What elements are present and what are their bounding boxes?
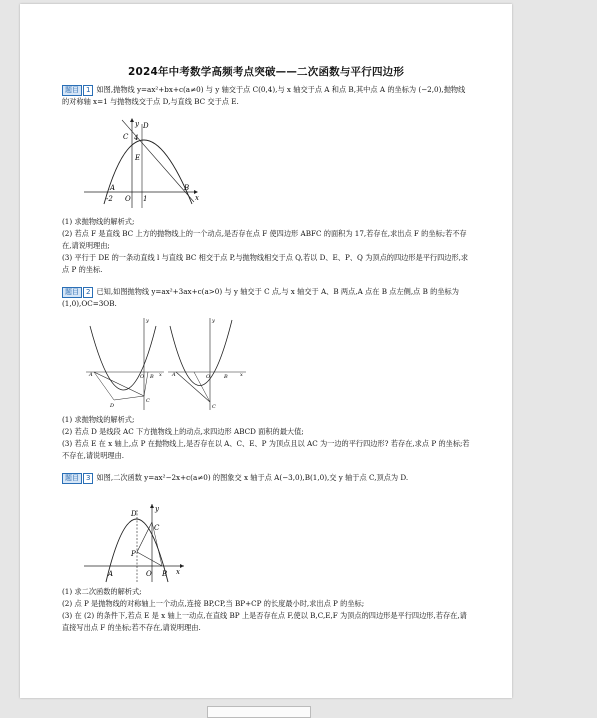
label-B: B	[224, 374, 228, 380]
question-2-part-2: (2) 若点 D 是线段 AC 下方抛物线上的动点,求四边形 ABCD 面积的最大值;	[62, 427, 304, 436]
label-D: D	[110, 403, 115, 409]
question-number: 3	[83, 473, 93, 484]
label-y: y	[135, 120, 139, 128]
label-D: D	[143, 122, 149, 130]
label-y: y	[155, 505, 159, 513]
label-O: O	[125, 195, 131, 203]
label-A: A	[172, 372, 176, 378]
label-O: O	[140, 374, 145, 380]
question-1-part-1: (1) 求抛物线的解析式;	[62, 217, 135, 226]
label-C: C	[123, 133, 129, 141]
question-2-parts	[62, 414, 472, 462]
question-2-text: 已知,如图抛物线 y=ax²+3ax+c(a>0) 与 y 轴交于 C 点,与 x 轴交于 A、B 两点,A 点在 B 点左侧,点 B 的坐标为 (1,0),OC=3OB.	[62, 287, 459, 308]
question-2-part-1: (1) 求抛物线的解析式;	[62, 415, 135, 424]
page-navigation-box[interactable]	[207, 706, 311, 718]
question-3-part-3: (3) 在 (2) 的条件下,若点 E 是 x 轴上一动点,在直线 BP 上是否存在点 F,使以 B,C,E,F 为顶点的四边形是平行四边形,若存在,请直接写出点 F 的坐标;若不存在,请说明理由.	[62, 611, 467, 632]
question-3-part-2: (2) 点 P 是抛物线的对称轴上一个动点,连接 BP,CP,当 BP+CP 的长度最小时,求出点 P 的坐标;	[62, 599, 365, 608]
question-badge: 题目	[62, 287, 82, 298]
label-O: O	[206, 374, 211, 380]
label-D: D	[131, 510, 137, 518]
label-A: A	[89, 372, 93, 378]
question-number: 2	[83, 287, 93, 298]
document-page	[20, 4, 512, 698]
label-A: A	[110, 184, 116, 192]
label-O: O	[146, 570, 152, 578]
question-badge: 题目	[62, 85, 82, 96]
label-x: x	[176, 568, 180, 576]
label-x: x	[159, 372, 162, 378]
label-x: x	[240, 372, 243, 378]
question-1-part-2: (2) 若点 F 是直线 BC 上方的抛物线上的一个动点,是否存在点 F 使四边形 ABFC 的面积为 17,若存在,求出点 F 的坐标;若不存在,请说明理由;	[62, 229, 467, 250]
question-1-parts	[62, 216, 472, 276]
label-B: B	[162, 570, 168, 578]
label-y: y	[146, 318, 149, 324]
label-neg2: -2	[106, 195, 113, 203]
question-2-stem	[62, 286, 472, 310]
question-3-figure	[82, 502, 186, 584]
label-C: C	[154, 524, 160, 532]
question-3-part-1: (1) 求二次函数的解析式;	[62, 587, 142, 596]
label-C: C	[146, 398, 150, 404]
question-number: 1	[83, 85, 93, 96]
question-1-stem	[62, 84, 472, 108]
question-badge: 题目	[62, 473, 82, 484]
label-B: B	[184, 184, 190, 192]
question-2-figure-right	[166, 316, 248, 412]
question-3-parts	[62, 586, 472, 634]
label-C: C	[212, 404, 216, 410]
label-P: P	[131, 550, 136, 558]
label-x: x	[195, 194, 199, 202]
label-E: E	[135, 154, 141, 162]
question-2-figure-left	[84, 316, 166, 412]
question-1-figure	[82, 118, 202, 210]
question-1-part-3: (3) 平行于 DE 的一条动直线 l 与直线 BC 相交于点 P,与抛物线相交于点 Q,若以 D、E、P、Q 为顶点的四边形是平行四边形,求点 P 的坐标.	[62, 253, 469, 274]
question-1-text: 如图,抛物线 y=ax²+bx+c(a≠0) 与 y 轴交于点 C(0,4),与 x 轴交于点 A 和点 B,其中点 A 的坐标为 (−2,0),抛物线的对称轴 x=1 与抛物线交于点 D,与直线 BC 交于点 E.	[62, 85, 466, 106]
question-3-text: 如图,二次函数 y=ax²−2x+c(a≠0) 的图象交 x 轴于点 A(−3,0),B(1,0),交 y 轴于点 C,顶点为 D.	[96, 473, 409, 482]
label-B: B	[150, 374, 154, 380]
label-1: 1	[143, 195, 148, 203]
question-2-part-3: (3) 若点 E 在 x 轴上,点 P 在抛物线上,是否存在以 A、C、E、P 为顶点且以 AC 为一边的平行四边形? 若存在,求点 P 的坐标;若不存在,请说明理由.	[62, 439, 470, 460]
label-A: A	[108, 570, 114, 578]
page-title: 2024年中考数学高频考点突破——二次函数与平行四边形	[127, 66, 405, 78]
label-4: 4	[134, 134, 139, 142]
label-y: y	[212, 318, 215, 324]
question-3-stem	[62, 472, 472, 484]
